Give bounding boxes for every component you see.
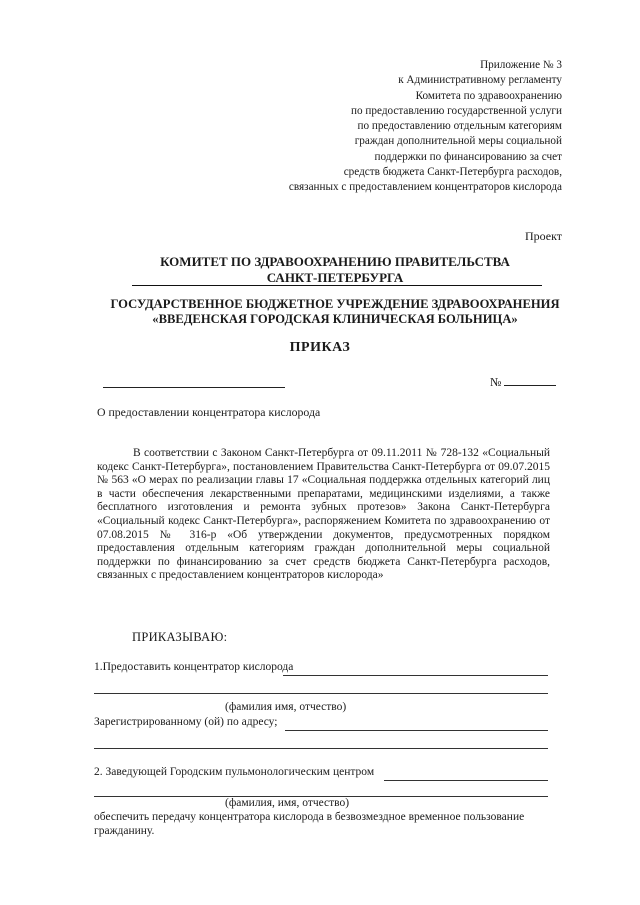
address-fill-line-2[interactable] <box>94 748 548 749</box>
appendix-line: Комитета по здравоохранению <box>415 89 562 102</box>
appendix-line: граждан дополнительной меры социальной <box>354 135 562 148</box>
institution-line-1: ГОСУДАРСТВЕННОЕ БЮДЖЕТНОЕ УЧРЕЖДЕНИЕ ЗДРАВООХРАНЕНИЯ <box>110 297 560 311</box>
committee-line-1: КОМИТЕТ ПО ЗДРАВООХРАНЕНИЮ ПРАВИТЕЛЬСТВА <box>160 254 510 269</box>
order-subject: О предоставлении концентратора кислорода <box>97 405 321 419</box>
appendix-line: по предоставлению государственной услуги <box>351 104 562 117</box>
order-number <box>490 375 556 390</box>
appendix-line: по предоставлению отдельным категориям <box>357 120 562 133</box>
number-label: № <box>490 375 502 389</box>
order-title: ПРИКАЗ <box>289 340 351 355</box>
item-1-fill-line-2[interactable] <box>94 693 548 694</box>
final-instruction: обеспечить передачу концентратора кислорода в безвозмездное временное пользование гражданину. <box>94 811 525 837</box>
item-1-label: 1.Предоставить концентратор кислорода <box>94 661 294 673</box>
preamble-text: В соответствии с Законом Санкт-Петербурга от 09.11.2011 № 728-132 «Социальный кодекс Санкт-Петербурга», постановлением Правительства Санкт-Петербурга от 09.07.2015 № 563 «О мерах по реализации главы 17 «Социальная поддержка отдельных категорий лиц в части обеспечения лекарственными препаратами, медицинскими изделиями, а также бесплатного изготовления и ремонта зубных протезов» Закона Санкт-Петербурга «Социальный кодекс Санкт-Петербурга», распоряжением Комитета по здравоохранению от 07.08.2015 № 316-р «Об утверждении документов, предусмотренных порядком предоставления отдельным категориям граждан дополнительной меры социальной поддержки по финансированию за счет средств бюджета Санкт-Петербурга расходов, связанных с предоставлением концентраторов кислорода» <box>97 447 550 582</box>
committee-line-2: САНКТ-ПЕТЕРБУРГА <box>266 270 404 285</box>
institution-line-2: «ВВЕДЕНСКАЯ ГОРОДСКАЯ КЛИНИЧЕСКАЯ БОЛЬНИЦА» <box>152 312 518 326</box>
institution-heading <box>100 297 570 327</box>
appendix-line: Приложение № 3 <box>480 59 562 71</box>
committee-divider <box>132 285 542 286</box>
item-1-fill-line[interactable] <box>283 675 548 676</box>
item-2-label: 2. Заведующей Городским пульмонологическим центром <box>94 766 375 778</box>
committee-heading <box>120 254 550 286</box>
appendix-block <box>289 58 562 196</box>
address-label: Зарегистрированному (ой) по адресу; <box>94 716 278 728</box>
address-fill-line[interactable] <box>285 730 548 731</box>
date-blank-line[interactable] <box>103 387 285 388</box>
number-blank-field[interactable] <box>504 375 556 386</box>
appendix-line: связанных с предоставлением концентраторов кислорода <box>288 181 562 194</box>
order-directive: ПРИКАЗЫВАЮ: <box>132 630 228 644</box>
appendix-line: средств бюджета Санкт-Петербурга расходов, <box>343 166 562 179</box>
item-1-hint: (фамилия имя, отчество) <box>225 701 347 713</box>
item-2-fill-line[interactable] <box>384 780 548 781</box>
item-2-hint: (фамилия, имя, отчество) <box>225 797 350 809</box>
draft-label: Проект <box>524 229 562 243</box>
appendix-line: к Административному регламенту <box>398 74 562 87</box>
appendix-line: поддержки по финансированию за счет <box>374 150 562 163</box>
